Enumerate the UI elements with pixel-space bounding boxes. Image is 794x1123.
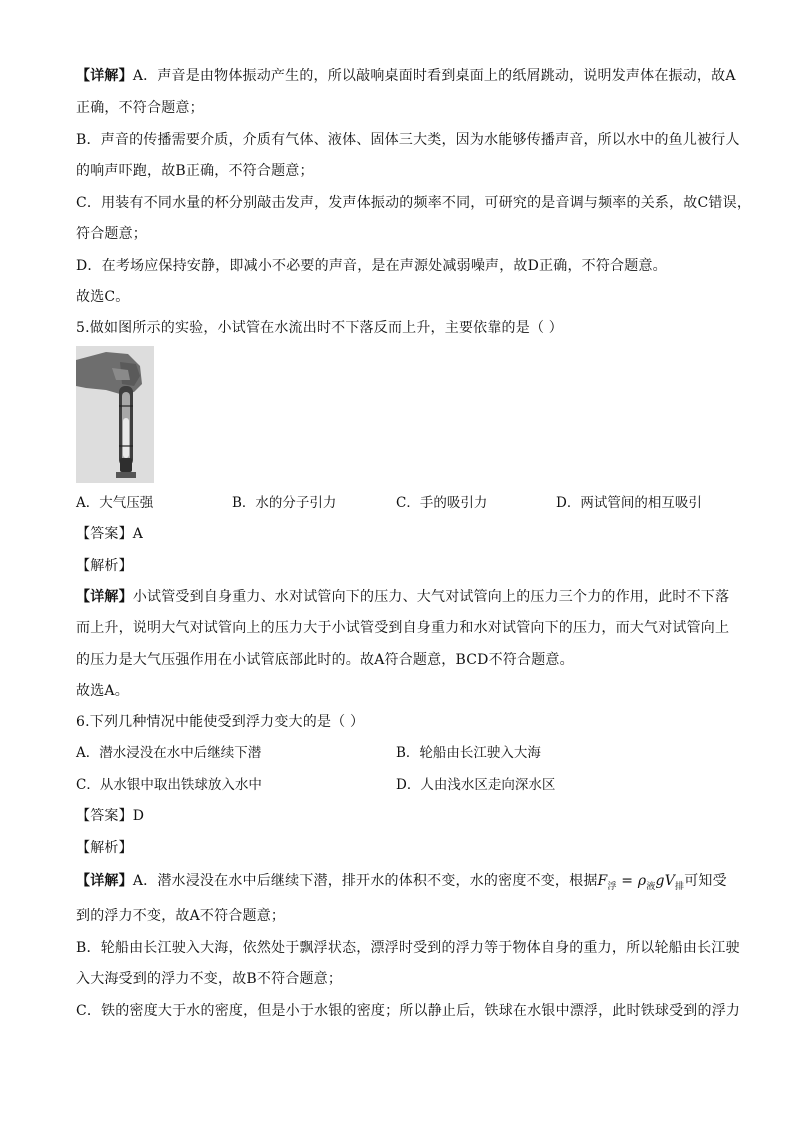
q4-detail-line-2: 正确，不符合题意；	[76, 100, 204, 116]
q4-choose: 故选C。	[76, 289, 130, 305]
q5-detail-text-1: 小试管受到自身重力、水对试管向下的压力、大气对试管向上的压力三个力的作用，此时不下落	[132, 589, 730, 605]
q5-detail-line-3: 的压力是大气压强作用在小试管底部此时的。故A符合题意，BCD不符合题意。	[76, 652, 574, 668]
q5-option-d: D．两试管间的相互吸引	[556, 495, 702, 511]
q6-detail-line-4: 入大海受到的浮力不变，故B不符合题意；	[76, 971, 343, 987]
q6-detail-line-3: B．轮船由长江驶入大海，依然处于飘浮状态，漂浮时受到的浮力等于物体自身的重力，所以轮船由长江驶	[76, 940, 740, 956]
detail-tag: 【详解】	[76, 589, 133, 605]
q6-stem: 6.下列几种情况中能使受到浮力变大的是（ ）	[76, 714, 365, 730]
q5-detail-line-2: 而上升，说明大气对试管向上的压力大于小试管受到自身重力和水对试管向下的压力，而大气对试管向上	[76, 620, 730, 636]
q4-detail-line-3: B．声音的传播需要介质，介质有气体、液体、固体三大类，因为水能够传播声音，所以水中的鱼儿被行人	[76, 132, 740, 148]
q5-option-c: C．手的吸引力	[396, 495, 488, 511]
detail-tag: 【详解】	[76, 68, 133, 84]
q6-detail-text-1: A．潜水浸没在水中后继续下潜，排开水的体积不变，水的密度不变，根据	[132, 873, 598, 889]
q6-detail-text-1b: 可知受	[684, 873, 727, 889]
test-tube-photo-illustration	[76, 346, 154, 483]
q6-option-c: C．从水银中取出铁球放入水中	[76, 777, 262, 793]
buoyancy-formula: $F_浮 = \rho_液gV_排$	[597, 873, 685, 892]
q5-option-a: A．大气压强	[76, 495, 154, 511]
q5-analysis-label: 【解析】	[76, 558, 133, 574]
q6-detail-line-1	[76, 871, 727, 897]
q4-detail-line-5: C．用装有不同水量的杯分别敲击发声，发声体振动的频率不同，可研究的是音调与频率的关系，故C错误，	[76, 195, 752, 211]
q4-detail-line-4: 的响声吓跑，故B正确，不符合题意；	[76, 163, 314, 179]
q4-detail-line-1	[76, 66, 736, 86]
q6-option-d: D．人由浅水区走向深水区	[396, 777, 556, 793]
q6-answer: 【答案】D	[76, 808, 145, 824]
test-tube-photo	[76, 346, 154, 483]
q6-detail-line-2: 到的浮力不变，故A不符合题意；	[76, 908, 286, 924]
q6-analysis-label: 【解析】	[76, 840, 133, 856]
q6-detail-line-5: C．铁的密度大于水的密度，但是小于水银的密度；所以静止后，铁球在水银中漂浮，此时铁球受到的浮力	[76, 1003, 741, 1019]
q4-detail-line-7: D．在考场应保持安静，即减小不必要的声音，是在声源处减弱噪声，故D正确，不符合题意。	[76, 258, 667, 274]
q5-answer: 【答案】A	[76, 526, 144, 542]
q4-detail-a: A．声音是由物体振动产生的，所以敲响桌面时看到桌面上的纸屑跳动，说明发声体在振动，故A	[132, 68, 736, 84]
q6-option-a: A．潜水浸没在水中后继续下潜	[76, 745, 262, 761]
q5-choose: 故选A。	[76, 683, 129, 699]
q6-option-b: B．轮船由长江驶入大海	[396, 745, 541, 761]
q4-detail-line-6: 符合题意；	[76, 226, 147, 242]
q5-stem: 5.做如图所示的实验，小试管在水流出时不下落反而上升，主要依靠的是（ ）	[76, 320, 564, 336]
q5-detail-line-1	[76, 587, 729, 607]
q5-option-b: B．水的分子引力	[232, 495, 337, 511]
detail-tag: 【详解】	[76, 873, 133, 889]
